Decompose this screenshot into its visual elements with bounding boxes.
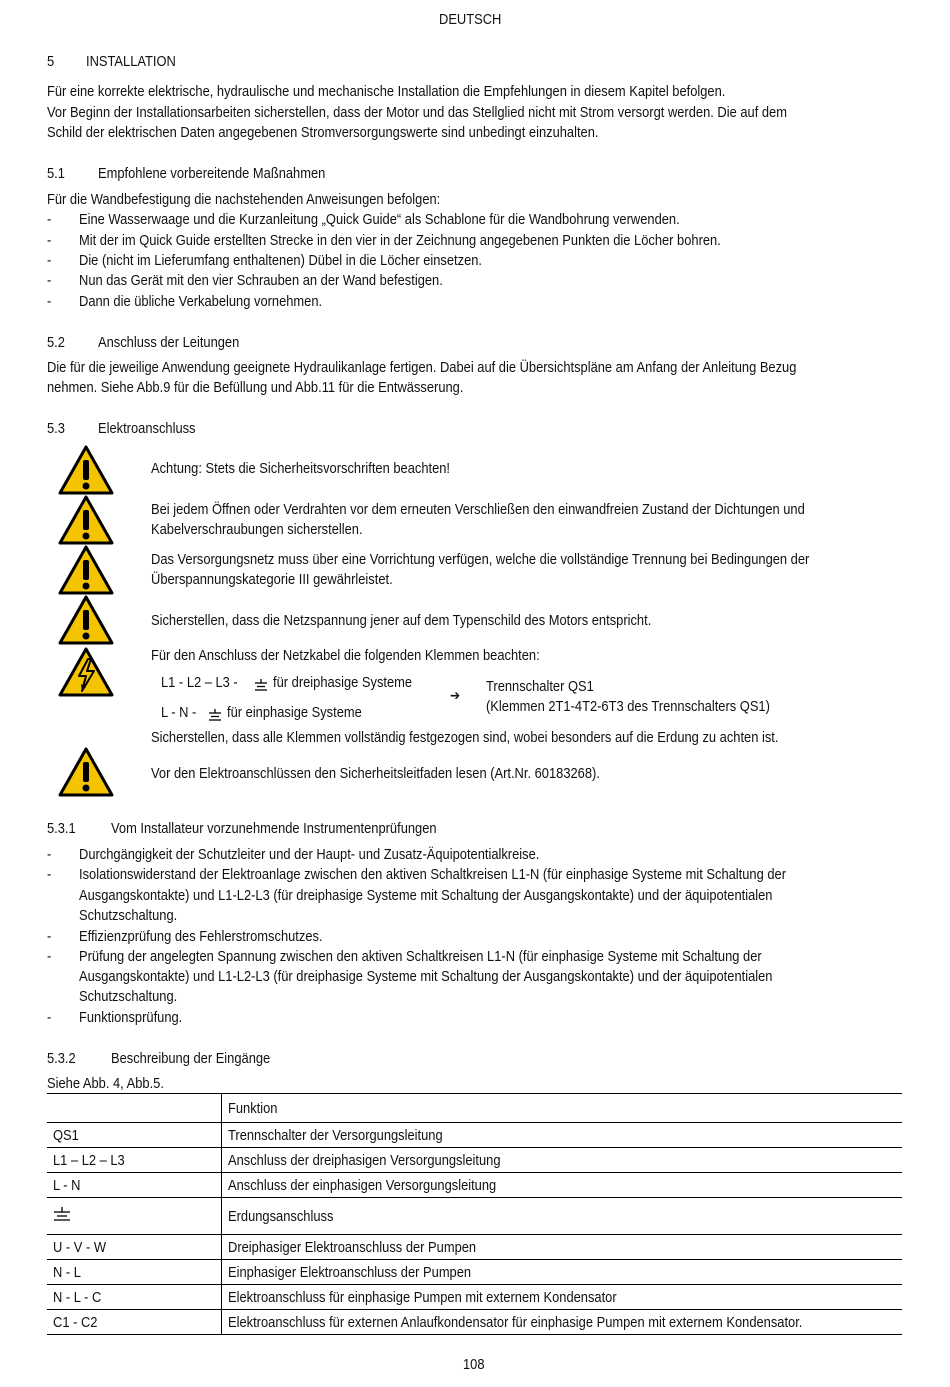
table-value-cell <box>222 1260 902 1285</box>
table-row <box>47 1235 902 1260</box>
table-key-cell <box>47 1123 222 1148</box>
bullet-dash: - <box>47 252 52 269</box>
table-key: N - L - C <box>53 1288 102 1306</box>
section-5-3-number: 5.3 <box>47 420 65 437</box>
check-item-4-line-3: Schutzschaltung. <box>79 988 178 1005</box>
table-header-cell <box>222 1094 902 1123</box>
table-value: Einphasiger Elektroanschluss der Pumpen <box>228 1263 472 1281</box>
table-value-cell <box>222 1123 902 1148</box>
bullet-dash: - <box>47 293 52 310</box>
section-5-2-line-1: Die für die jeweilige Anwendung geeignete Hydraulikanlage fertigen. Dabei auf die Übersichtspläne am Anfang der Anleitung Bezug <box>47 359 797 376</box>
check-item-4-line-2: Ausgangskontakte) und L1-L2-L3 (für dreiphasige Systeme mit Schaltung der Ausgangskontakte) und der äquipotentialen <box>79 968 773 985</box>
table-key-cell <box>47 1310 222 1335</box>
table-key: L1 – L2 – L3 <box>53 1151 125 1169</box>
three-phase-prefix: L1 - L2 – L3 - <box>161 674 238 691</box>
check-item-2-line-1: Isolationswiderstand der Elektroanlage zwischen den aktiven Schaltkreisen L1-N (für einphasige Systeme mit Schaltung der <box>79 866 787 883</box>
arrow-right-icon: ➔ <box>450 688 461 704</box>
section-5-paragraph-1: Für eine korrekte elektrische, hydraulische und mechanische Installation die Empfehlungen in diesem Kapitel befolgen. <box>47 83 726 100</box>
warning-triangle-icon <box>57 746 115 798</box>
ground-symbol-icon <box>208 708 222 720</box>
table-value: Elektroanschluss für externen Anlaufkondensator für einphasige Pumpen mit externem Kondensator. <box>228 1313 803 1331</box>
single-phase-suffix: für einphasige Systeme <box>227 704 362 721</box>
inputs-table <box>47 1093 902 1335</box>
table-value-cell <box>222 1285 902 1310</box>
table-value: Anschluss der einphasigen Versorgungsleitung <box>228 1176 497 1194</box>
section-5-3-1-number: 5.3.1 <box>47 820 76 837</box>
table-header-empty-cell <box>47 1094 222 1123</box>
table-value: Elektroanschluss für einphasige Pumpen mit externem Kondensator <box>228 1288 617 1306</box>
table-key: L - N <box>53 1176 81 1194</box>
section-5-paragraph-2-line-1: Vor Beginn der Installationsarbeiten sicherstellen, dass der Motor und das Stellglied nicht mit Strom versorgt werden. Die auf dem <box>47 104 787 121</box>
section-5-title: INSTALLATION <box>86 53 176 70</box>
warning-text-2-line-1: Bei jedem Öffnen oder Verdrahten vor dem erneuten Verschließen den einwandfreien Zustand der Dichtungen und <box>151 501 805 518</box>
page-number: 108 <box>463 1356 485 1373</box>
table-value-cell <box>222 1148 902 1173</box>
check-item-4-line-1: Prüfung der angelegten Spannung zwischen den aktiven Schaltkreisen L1-N (für einphasige Systeme mit Schaltung der <box>79 948 762 965</box>
bullet-dash: - <box>47 948 52 965</box>
check-item-2-line-2: Ausgangskontakte) und L1-L2-L3 (für dreiphasige Systeme mit Schaltung der Ausgangskontakte) und der äquipotentialen <box>79 887 773 904</box>
table-header-row <box>47 1094 902 1123</box>
section-5-1-title: Empfohlene vorbereitende Maßnahmen <box>98 165 326 182</box>
section-5-3-2-see: Siehe Abb. 4, Abb.5. <box>47 1075 164 1092</box>
warning-text-3-line-2: Überspannungskategorie III gewährleistet. <box>151 571 393 588</box>
table-value-cell <box>222 1310 902 1335</box>
three-phase-suffix: für dreiphasige Systeme <box>273 674 413 691</box>
table-key: QS1 <box>53 1126 79 1144</box>
check-item-2-line-3: Schutzschaltung. <box>79 907 178 924</box>
bullet-dash: - <box>47 232 52 249</box>
safety-guide-text: Vor den Elektroanschlüssen den Sicherheitsleitfaden lesen (Art.Nr. 60183268). <box>151 765 600 782</box>
table-key-cell <box>47 1173 222 1198</box>
table-key: U - V - W <box>53 1238 107 1256</box>
table-value: Dreiphasiger Elektroanschluss der Pumpen <box>228 1238 477 1256</box>
table-row <box>47 1260 902 1285</box>
table-key-cell <box>47 1148 222 1173</box>
bullet-dash: - <box>47 846 52 863</box>
table-row <box>47 1123 902 1148</box>
check-item-5: Funktionsprüfung. <box>79 1009 183 1026</box>
list-item: Eine Wasserwaage und die Kurzanleitung „Quick Guide“ als Schablone für die Wandbohrung verwenden. <box>79 211 680 228</box>
section-5-paragraph-2-line-2: Schild der elektrischen Daten angegebenen Stromversorgungswerte sind unbedingt einzuhalten. <box>47 124 599 141</box>
table-row <box>47 1310 902 1335</box>
warning-text-4: Sicherstellen, dass die Netzspannung jener auf dem Typenschild des Motors entspricht. <box>151 612 652 629</box>
section-5-2-title: Anschluss der Leitungen <box>98 334 240 351</box>
section-5-2-line-2: nehmen. Siehe Abb.9 für die Befüllung und Abb.11 für die Entwässerung. <box>47 379 464 396</box>
ground-symbol-icon <box>53 1207 71 1221</box>
table-key-cell <box>47 1198 222 1235</box>
section-5-3-2-number: 5.3.2 <box>47 1050 76 1067</box>
switch-line-1: Trennschalter QS1 <box>486 678 594 695</box>
table-value: Erdungsanschluss <box>228 1207 334 1225</box>
table-value: Anschluss der dreiphasigen Versorgungsleitung <box>228 1151 501 1169</box>
bullet-dash: - <box>47 272 52 289</box>
table-key-cell <box>47 1285 222 1310</box>
table-row <box>47 1198 902 1235</box>
single-phase-prefix: L - N - <box>161 704 197 721</box>
warning-triangle-icon <box>57 444 115 496</box>
table-key-cell <box>47 1260 222 1285</box>
warning-text-3-line-1: Das Versorgungsnetz muss über eine Vorrichtung verfügen, welche die vollständige Trennung bei Bedingungen der <box>151 551 810 568</box>
table-row <box>47 1285 902 1310</box>
terminals-intro: Für den Anschluss der Netzkabel die folgenden Klemmen beachten: <box>151 647 540 664</box>
table-row <box>47 1173 902 1198</box>
list-item: Nun das Gerät mit den vier Schrauben an der Wand befestigen. <box>79 272 443 289</box>
bullet-dash: - <box>47 1009 52 1026</box>
bullet-dash: - <box>47 928 52 945</box>
section-5-1-number: 5.1 <box>47 165 65 182</box>
bullet-dash: - <box>47 866 52 883</box>
section-5-3-title: Elektroanschluss <box>98 420 196 437</box>
table-value-cell <box>222 1198 902 1235</box>
list-item: Mit der im Quick Guide erstellten Strecke in den vier in der Zeichnung angegebenen Punkten die Löcher bohren. <box>79 232 721 249</box>
electric-hazard-icon <box>57 646 115 698</box>
table-row <box>47 1148 902 1173</box>
ground-symbol-icon <box>254 678 268 690</box>
warning-triangle-icon <box>57 494 115 546</box>
warning-text-1: Achtung: Stets die Sicherheitsvorschriften beachten! <box>151 460 451 477</box>
list-item: Dann die übliche Verkabelung vornehmen. <box>79 293 323 310</box>
check-item-3: Effizienzprüfung des Fehlerstromschutzes. <box>79 928 323 945</box>
table-header-label: Funktion <box>228 1099 278 1117</box>
check-item-1: Durchgängigkeit der Schutzleiter und der Haupt- und Zusatz-Äquipotentialkreise. <box>79 846 540 863</box>
table-value-cell <box>222 1235 902 1260</box>
bullet-dash: - <box>47 211 52 228</box>
warning-triangle-icon <box>57 594 115 646</box>
section-5-number: 5 <box>47 53 55 70</box>
table-value-cell <box>222 1173 902 1198</box>
section-5-2-number: 5.2 <box>47 334 65 351</box>
tighten-terminals-text: Sicherstellen, dass alle Klemmen vollständig festgezogen sind, wobei besonders auf die Erdung zu achten ist. <box>151 729 779 746</box>
warning-triangle-icon <box>57 544 115 596</box>
table-key-cell <box>47 1235 222 1260</box>
section-5-3-1-title: Vom Installateur vorzunehmende Instrumentenprüfungen <box>111 820 437 837</box>
warning-text-2-line-2: Kabelverschraubungen sicherstellen. <box>151 521 363 538</box>
table-key: N - L <box>53 1263 81 1281</box>
list-item: Die (nicht im Lieferumfang enthaltenen) Dübel in die Löcher einsetzen. <box>79 252 483 269</box>
section-5-1-intro: Für die Wandbefestigung die nachstehenden Anweisungen befolgen: <box>47 191 441 208</box>
section-5-3-2-title: Beschreibung der Eingänge <box>111 1050 271 1067</box>
page-header: DEUTSCH <box>439 11 502 28</box>
switch-line-2: (Klemmen 2T1-4T2-6T3 des Trennschalters QS1) <box>486 698 770 715</box>
table-value: Trennschalter der Versorgungsleitung <box>228 1126 443 1144</box>
table-key: C1 - C2 <box>53 1313 98 1331</box>
